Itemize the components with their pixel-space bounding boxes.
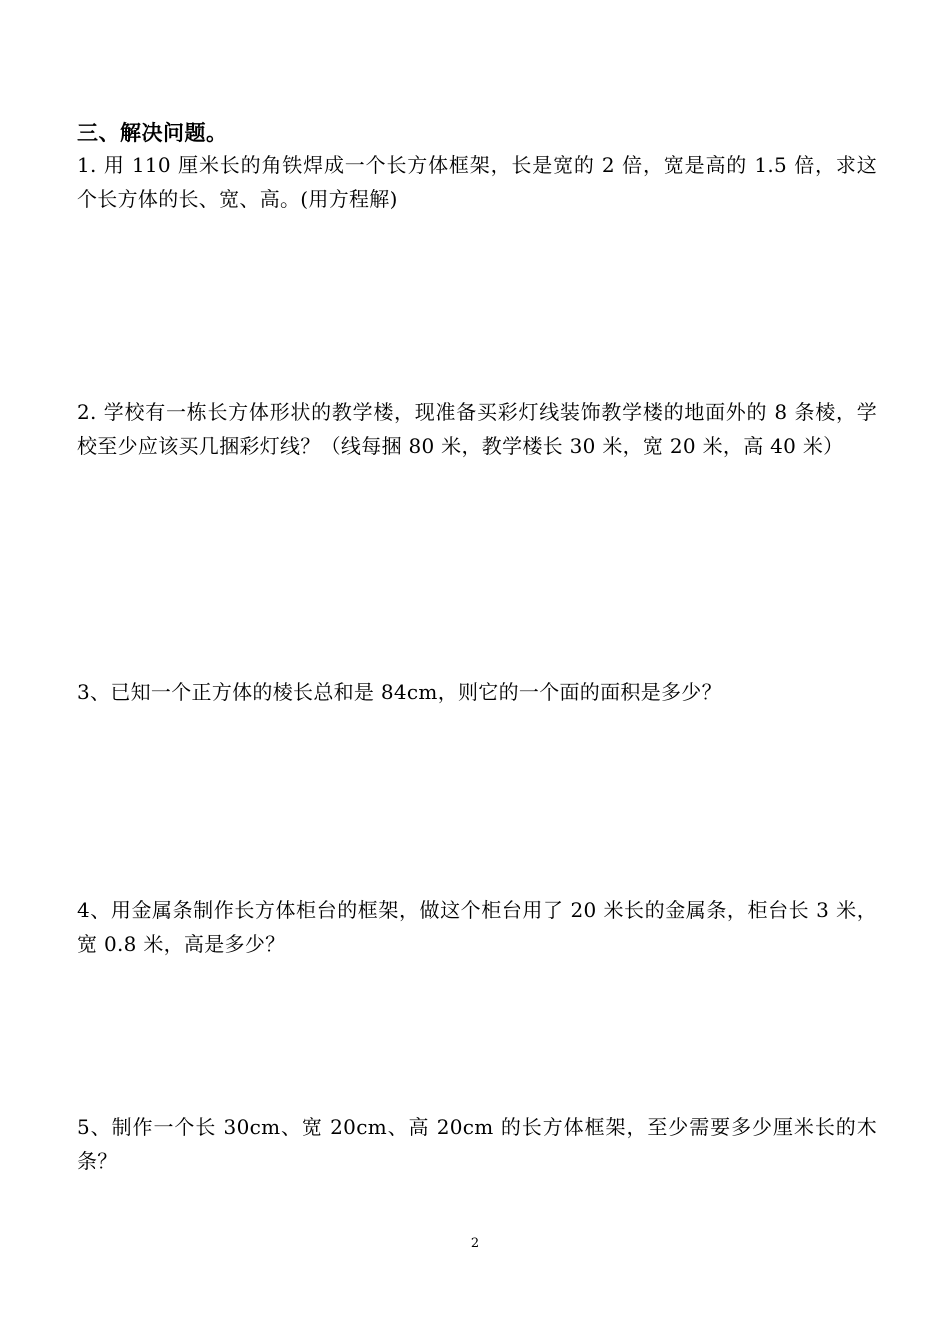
question-4: 4、用金属条制作长方体柜台的框架，做这个柜台用了 20 米长的金属条，柜台长 3 米，宽 0.8 米，高是多少？: [77, 898, 877, 956]
question-3: 3、已知一个正方体的棱长总和是 84cm，则它的一个面的面积是多少？: [77, 680, 722, 704]
question-2: 2. 学校有一栋长方体形状的教学楼，现准备买彩灯线装饰教学楼的地面外的 8 条棱，学校至少应该买几捆彩灯线？（线每捆 80 米，教学楼长 30 米，宽 20 米，高 40 米）: [77, 400, 877, 458]
question-1: 1. 用 110 厘米长的角铁焊成一个长方体框架，长是宽的 2 倍，宽是高的 1.5 倍，求这个长方体的长、宽、高。(用方程解): [77, 153, 877, 211]
section-title: 三、解决问题。: [77, 121, 228, 145]
question-5: 5、制作一个长 30cm、宽 20cm、高 20cm 的长方体框架，至少需要多少厘米长的木条？: [77, 1115, 877, 1173]
page-number: 2: [470, 1236, 480, 1251]
